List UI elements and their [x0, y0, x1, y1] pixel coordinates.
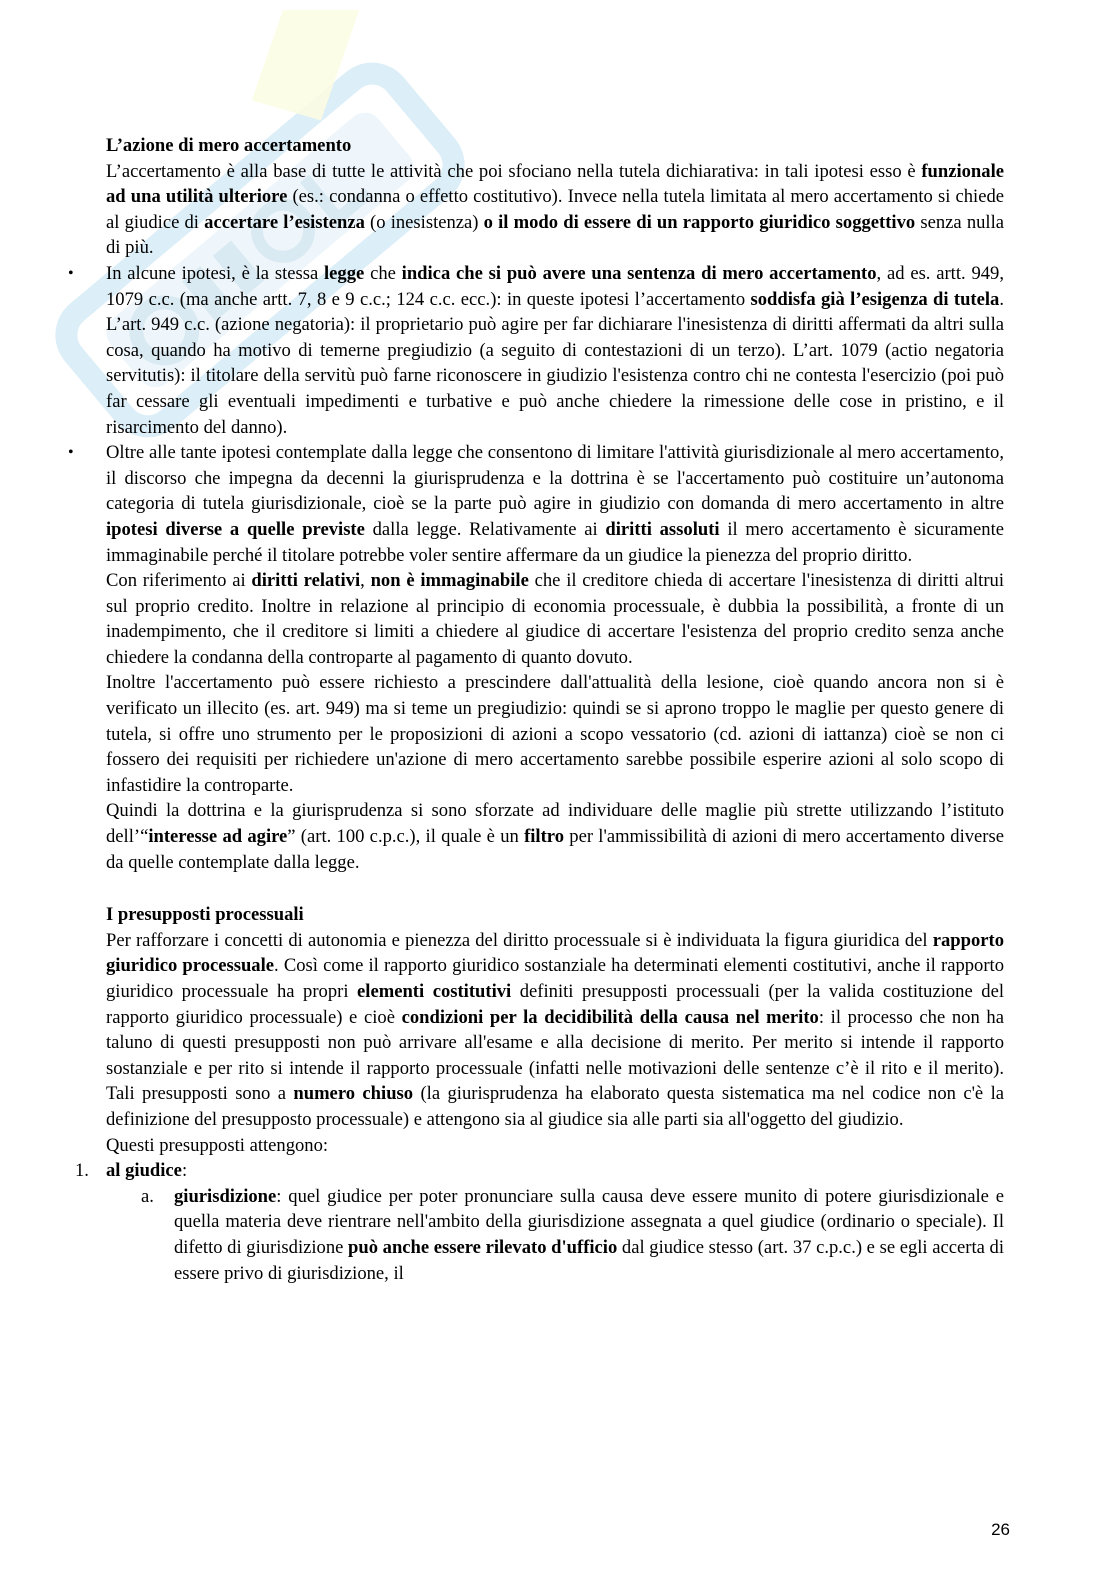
- paragraph: L’accertamento è alla base di tutte le attività che poi sfociano nella tutela dichiarativa: in tali ipotesi esso è funzionale ad una utilità ulteriore (es.: condanna o effetto costitutivo). Invece nella tutela limitata al mero accertamento si chiede al giudice di accertare l’esistenza (o inesistenza) o il modo di essere di un rapporto giuridico soggettivo senza nulla di più.: [106, 160, 1005, 259]
- paragraph: Inoltre l'accertamento può essere richiesto a prescindere dall'attualità della lesione, cioè quando ancora non si è verificato un illecito (es. art. 949) ma si teme un pregiudizio: quindi se si aprono troppo le maglie per questo genere di tutela, si offre uno strumento per le proposizioni di azioni a scopo vessatorio (cd. azioni di iattanza) cioè se non ci fossero dei requisiti per richiedere un'azione di mero accertamento sarebbe possibile esperire azioni al solo scopo di infastidire la controparte.: [106, 672, 1004, 796]
- bullet-icon: •: [68, 444, 74, 462]
- list-item-label: al giudice: [106, 1160, 182, 1182]
- list-marker: a.: [141, 1185, 154, 1207]
- bullet-item: [68, 440, 1005, 875]
- section-title: L’azione di mero accertamento: [106, 135, 352, 156]
- sub-list-item: [141, 1184, 1004, 1286]
- list-marker: 1.: [75, 1160, 89, 1182]
- bullet-text: Oltre alle tante ipotesi contemplate dalla legge che consentono di limitare l'attività giurisdizionale al mero accertamento, il discorso che impegna da decenni la giurisprudenza e la dottrina è se l'accertamento può costituire un’autonoma categoria di tutela giurisdizionale, cioè se la parte può agire in giudizio con domanda di mero accertamento in altre ipotesi diverse a quelle previste dalla legge. Relativamente ai diritti assoluti il mero accertamento è sicuramente immaginabile perché il titolare potrebbe voler sentire affermare da un giudice la pienezza del proprio diritto.: [106, 442, 1004, 566]
- section-title: I presupposti processuali: [106, 904, 304, 926]
- document-body: [68, 133, 1005, 1286]
- numbered-item: 1. al giudice:: [106, 1158, 1004, 1184]
- bullet-item: [68, 261, 1004, 440]
- page-number: 26: [991, 1520, 1010, 1539]
- paragraph: Quindi la dottrina e la giurisprudenza si sono sforzate ad individuare delle maglie più strette utilizzando l’istituto dell’“interesse ad agire” (art. 100 c.p.c.), il quale è un filtro per l'ammissibilità di azioni di mero accertamento diverse da quelle contemplate dalla legge.: [106, 800, 1004, 873]
- paragraph: Con riferimento ai diritti relativi, non è immaginabile che il creditore chieda di accertare l'inesistenza di diritti altrui sul proprio credito. Inoltre in relazione al principio di economia processuale, è dubbia la possibilità, a fronte di un inadempimento, che il creditore si limiti a chiedere al giudice di accertare l'esistenza del proprio credito senza anche chiedere la condanna della controparte al pagamento di quanto dovuto.: [106, 570, 1005, 668]
- paragraph: Per rafforzare i concetti di autonomia e pienezza del diritto processuale si è individuata la figura giuridica del rapporto giuridico processuale. Così come il rapporto giuridico sostanziale ha determinati elementi costitutivi, anche il rapporto giuridico processuale ha propri elementi costitutivi definiti presupposti processuali (per la valida costituzione del rapporto giuridico processuale) e cioè condizioni per la decidibilità della causa nel merito: il processo che non ha taluno di questi presupposti non può arrivare all'esame e alla decisione di merito. Per merito si intende il rapporto sostanziale e per rito si intende il rapporto processuale (infatti nelle motivazioni delle sentenze c’è il rito e il merito). Tali presupposti sono a numero chiuso (la giurisprudenza ha elaborato questa sistematica ma nel codice non c'è la definizione del presupposto processuale) e attengono sia al giudice sia alle parti sia all'oggetto del giudizio.: [106, 929, 1004, 1130]
- bullet-icon: •: [68, 264, 74, 282]
- bullet-text: In alcune ipotesi, è la stessa legge che indica che si può avere una sentenza di mero accertamento, ad es. artt. 949, 1079 c.c. (ma anche artt. 7, 8 e 9 c.c.; 124 c.c. ecc.): in queste ipotesi l’accertamento soddisfa già l’esigenza di tutela. L’art. 949 c.c. (azione negatoria): il proprietario può agire per far dichiarare l'inesistenza di diritti affermati da altri sulla cosa, quando ha motivo di temerne pregiudizio (a seguito di contestazioni di un terzo). L’art. 1079 (actio negatoria servitutis): il titolare della servitù può farne riconoscere in giudizio l'esistenza contro chi ne contesta l'esercizio (poi può far cessare gli eventuali impedimenti e turbative e può anche chiedere la rimessione delle cose in pristino, e il risarcimento del danno).: [106, 262, 1004, 438]
- sub-list-text: giurisdizione: quel giudice per poter pronunciare sulla causa deve essere munito di potere giurisdizionale e quella materia deve rientrare nell'ambito della giurisdizione assegnata a quel giudice (ordinario o speciale). Il difetto di giurisdizione può anche essere rilevato d'ufficio dal giudice stesso (art. 37 c.p.c.) e se egli accerta di essere privo di giurisdizione, il: [174, 1185, 1004, 1284]
- paragraph: Questi presupposti attengono:: [106, 1134, 329, 1156]
